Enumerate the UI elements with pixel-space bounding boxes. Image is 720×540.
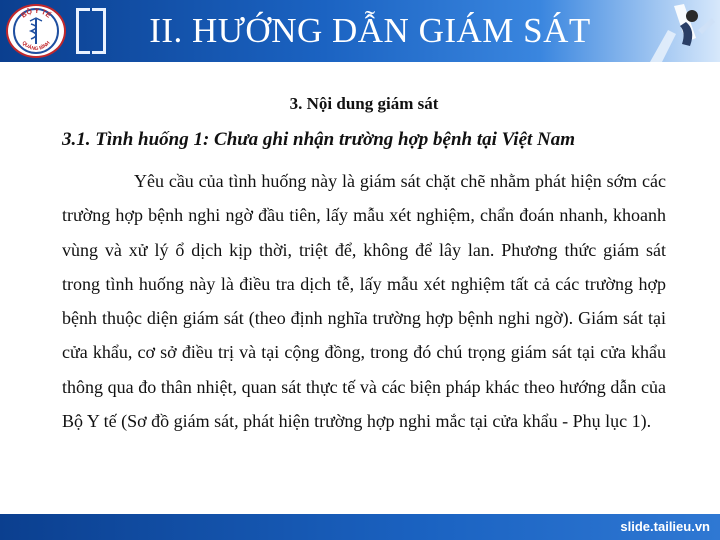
footer-bar	[0, 514, 720, 540]
title-bar	[0, 0, 720, 62]
body-paragraph: Yêu cầu của tình huống này là giám sát chặt chẽ nhằm phát hiện sớm các trường hợp bệnh nghi ngờ đầu tiên, lấy mẫu xét nghiệm, chẩn đoán nhanh, khoanh vùng và xử lý ổ dịch kịp thời, triệt để, không để lây lan. Phương thức giám sát trong tình huống này là điều tra dịch tễ, lấy mẫu xét nghiệm tất cả các trường hợp bệnh thuộc diện giám sát (theo định nghĩa trường hợp bệnh nghi ngờ). Giám sát tại cửa khẩu, cơ sở điều trị và tại cộng đồng, trong đó chú trọng giám sát tại cửa khẩu thông qua đo thân nhiệt, quan sát thực tế và các biện pháp khác theo hướng dẫn của Bộ Y tế (Sơ đồ giám sát, phát hiện trường hợp nghi mắc tại cửa khẩu - Phụ lục 1).	[62, 171, 666, 432]
athlete-figure-icon	[640, 0, 720, 62]
subsection-heading: 3.1. Tình huống 1: Chưa ghi nhận trường hợp bệnh tại Việt Nam	[62, 129, 576, 150]
svg-text:QUẢNG BÌNH: QUẢNG BÌNH	[20, 40, 52, 53]
svg-text:BỘ Y TẾ: BỘ Y TẾ	[20, 7, 52, 20]
decorative-bracket-left	[76, 8, 90, 54]
ministry-of-health-logo	[6, 4, 66, 58]
decorative-bracket-right	[92, 8, 106, 54]
body-paragraph-block	[62, 164, 666, 438]
slide-title: II. HƯỚNG DẪN GIÁM SÁT	[149, 11, 591, 50]
section-heading: 3. Nội dung giám sát	[289, 94, 439, 113]
caduceus-logo-icon	[8, 6, 64, 56]
source-site-link[interactable]: slide.tailieu.vn	[620, 519, 710, 534]
